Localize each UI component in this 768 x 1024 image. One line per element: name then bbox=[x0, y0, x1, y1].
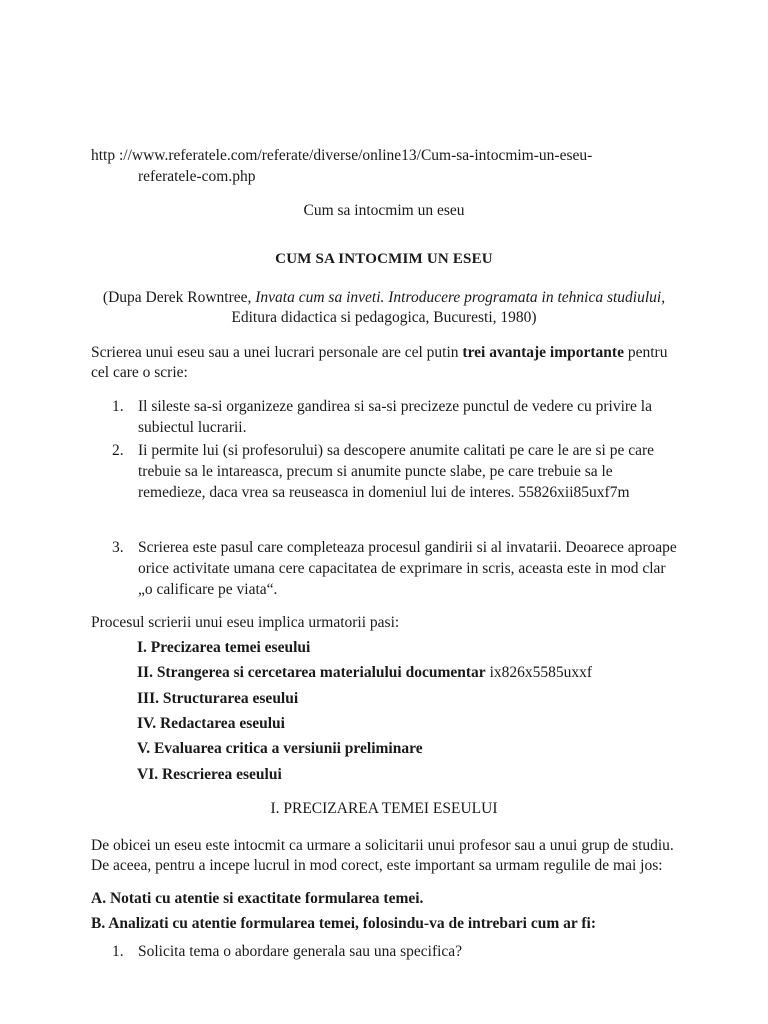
list-item-text: Scrierea este pasul care completeaza procesul gandirii si al invatarii. Deoarece aproape orice activitate umana cere capacitatea de exprimare in scris, aceasta este in mod clar „o calificare pe viata“. bbox=[138, 539, 677, 598]
source-url-line2: referatele-com.php bbox=[138, 168, 256, 185]
question-number: 1. bbox=[112, 943, 124, 960]
step-item bbox=[137, 638, 310, 658]
intro-paragraph bbox=[91, 343, 681, 383]
question-text: Solicita tema o abordare generala sau una specifica? bbox=[138, 943, 463, 960]
intro-text-bold: trei avantaje importante bbox=[462, 344, 624, 361]
section-heading: I. PRECIZAREA TEMEI ESEULUI bbox=[270, 800, 498, 817]
step-item bbox=[137, 739, 423, 759]
rule-a: A. Notati cu atentie si exactitate formularea temei. bbox=[91, 890, 424, 907]
step-label: IV. Redactarea eseului bbox=[137, 715, 285, 732]
list-item-text: Ii permite lui (si profesorului) sa descopere anumite calitati pe care le are si pe care trebuie sa le intareasca, precum si anumite puncte slabe, pe care trebuie sa le remedieze, daca vrea sa reuseasca in domeniul lui de interes. 55826xii85uxf7m bbox=[138, 442, 654, 501]
intro-text-before: Scrierea unui eseu sau a unei lucrari personale are cel putin bbox=[91, 344, 463, 361]
step-label: V. Evaluarea critica a versiunii preliminare bbox=[137, 740, 423, 757]
step-item bbox=[137, 765, 282, 785]
intro-text-after: pentru cel care o scrie: bbox=[91, 344, 668, 381]
list-item-number: 2. bbox=[112, 442, 124, 459]
source-url bbox=[91, 145, 592, 187]
step-label: III. Structurarea eseului bbox=[137, 690, 299, 707]
step-label: I. Precizarea temei eseului bbox=[137, 639, 311, 656]
steps-intro: Procesul scrierii unui eseu implica urmatorii pasi: bbox=[91, 614, 400, 631]
step-item bbox=[137, 663, 592, 683]
citation-line1 bbox=[0, 288, 768, 308]
step-item bbox=[137, 689, 298, 709]
document-title: CUM SA INTOCMIM UN ESEU bbox=[275, 251, 493, 267]
rule-b: B. Analizati cu atentie formularea temei, folosindu-va de intrebari cum ar fi: bbox=[91, 915, 596, 932]
citation-comma: , bbox=[661, 289, 666, 306]
list-item-text: Il sileste sa-si organizeze gandirea si sa-si precizeze punctul de vedere cu privire la subiectul lucrarii. bbox=[138, 398, 652, 436]
citation-line2: Editura didactica si pedagogica, Bucuresti, 1980) bbox=[231, 309, 537, 326]
section-paragraph: De obicei un eseu este intocmit ca urmare a solicitarii unui profesor sau a unui grup de studiu. De aceea, pentru a incepe lucrul in mod corect, este important sa urmam regulile de mai jos: bbox=[91, 837, 674, 874]
step-item bbox=[137, 714, 285, 734]
list-item-number: 1. bbox=[112, 398, 124, 415]
citation-book-title: Invata cum sa inveti. Introducere programata in tehnica studiului bbox=[255, 289, 662, 306]
question-item bbox=[112, 942, 462, 962]
list-item-number: 3. bbox=[112, 539, 124, 556]
step-extra: ix826x5585uxxf bbox=[485, 664, 593, 681]
citation-open: (Dupa Derek Rowntree, bbox=[102, 289, 256, 306]
step-label: VI. Rescrierea eseului bbox=[137, 766, 282, 783]
step-label: II. Strangerea si cercetarea materialului documentar bbox=[137, 664, 486, 681]
document-subtitle: Cum sa intocmim un eseu bbox=[303, 202, 465, 219]
source-url-line1: http ://www.referatele.com/referate/diverse/online13/Cum-sa-intocmim-un-eseu- bbox=[91, 147, 593, 164]
citation bbox=[0, 288, 768, 328]
